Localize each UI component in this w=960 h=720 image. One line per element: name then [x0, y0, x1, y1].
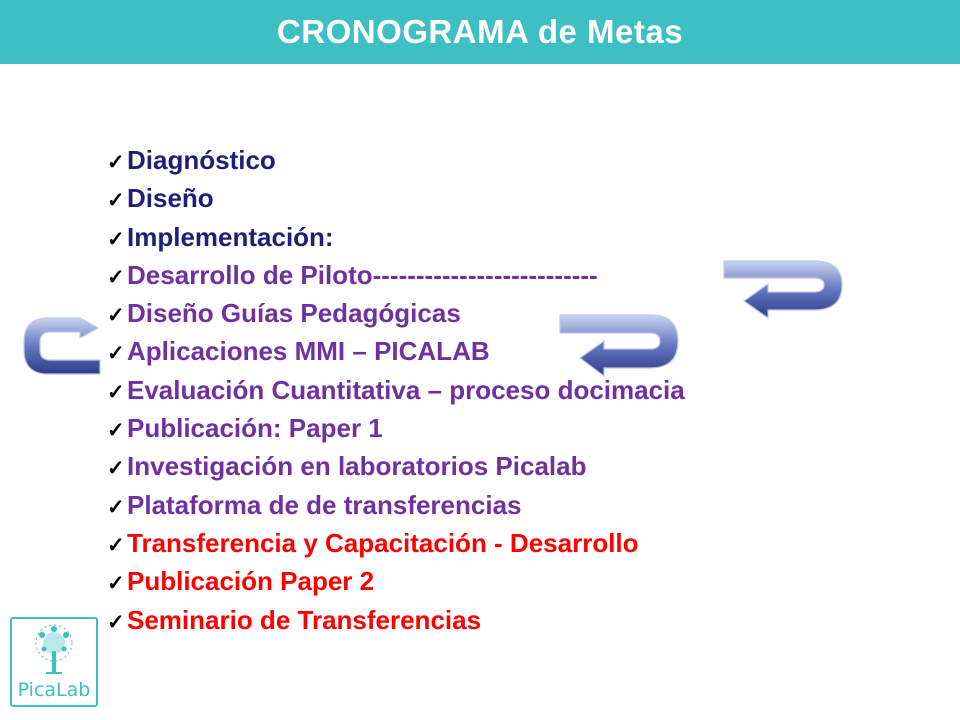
goal-label: Aplicaciones MMI – PICALAB — [127, 336, 490, 367]
list-item — [107, 183, 685, 221]
check-mark-icon: ✓ — [107, 304, 125, 328]
check-mark-icon: ✓ — [107, 189, 125, 213]
goal-label: Investigación en laboratorios Picalab — [127, 451, 587, 482]
goal-label: Desarrollo de Piloto-------------------------- — [127, 259, 598, 290]
goal-label: Implementación: — [127, 221, 334, 252]
list-item — [107, 528, 685, 566]
list-item — [107, 451, 685, 489]
check-mark-icon: ✓ — [107, 419, 125, 443]
check-mark-icon: ✓ — [107, 227, 125, 251]
check-mark-icon: ✓ — [107, 610, 125, 634]
goal-label: Seminario de Transferencias — [127, 604, 482, 635]
page-title: CRONOGRAMA de Metas — [276, 13, 684, 50]
check-mark-icon: ✓ — [107, 151, 125, 174]
check-mark-icon: ✓ — [107, 380, 125, 404]
check-mark-icon: ✓ — [107, 495, 125, 519]
goal-label: Evaluación Cuantitativa – proceso docimacia — [127, 374, 685, 405]
check-mark-icon: ✓ — [107, 572, 125, 596]
bracket-arrow-icon — [20, 316, 102, 376]
title-bar — [0, 0, 960, 64]
list-item — [107, 222, 685, 260]
check-mark-icon: ✓ — [107, 265, 125, 289]
tree-icon — [12, 621, 96, 681]
goal-label: Plataforma de de transferencias — [127, 489, 522, 520]
goal-label: Transferencia y Capacitación - Desarrollo — [127, 527, 639, 558]
check-mark-icon: ✓ — [107, 533, 125, 557]
list-item — [107, 145, 685, 183]
list-item — [107, 413, 685, 451]
goal-label: Publicación Paper 2 — [127, 566, 375, 597]
check-mark-icon: ✓ — [107, 342, 125, 366]
goal-label: Diagnóstico — [127, 145, 276, 175]
list-item — [107, 566, 685, 604]
list-item — [107, 375, 685, 413]
list-item — [107, 605, 685, 643]
goal-label: Diseño Guías Pedagógicas — [127, 298, 461, 329]
u-turn-arrow-icon — [558, 312, 682, 378]
list-item — [107, 260, 685, 298]
goal-label: Diseño — [127, 183, 214, 214]
logo-text: PicaLab — [17, 679, 91, 701]
picalab-logo — [10, 617, 98, 707]
list-item — [107, 490, 685, 528]
u-turn-arrow-icon — [722, 258, 846, 320]
goal-list — [107, 145, 685, 643]
goal-label: Publicación: Paper 1 — [127, 413, 383, 444]
check-mark-icon: ✓ — [107, 457, 125, 481]
